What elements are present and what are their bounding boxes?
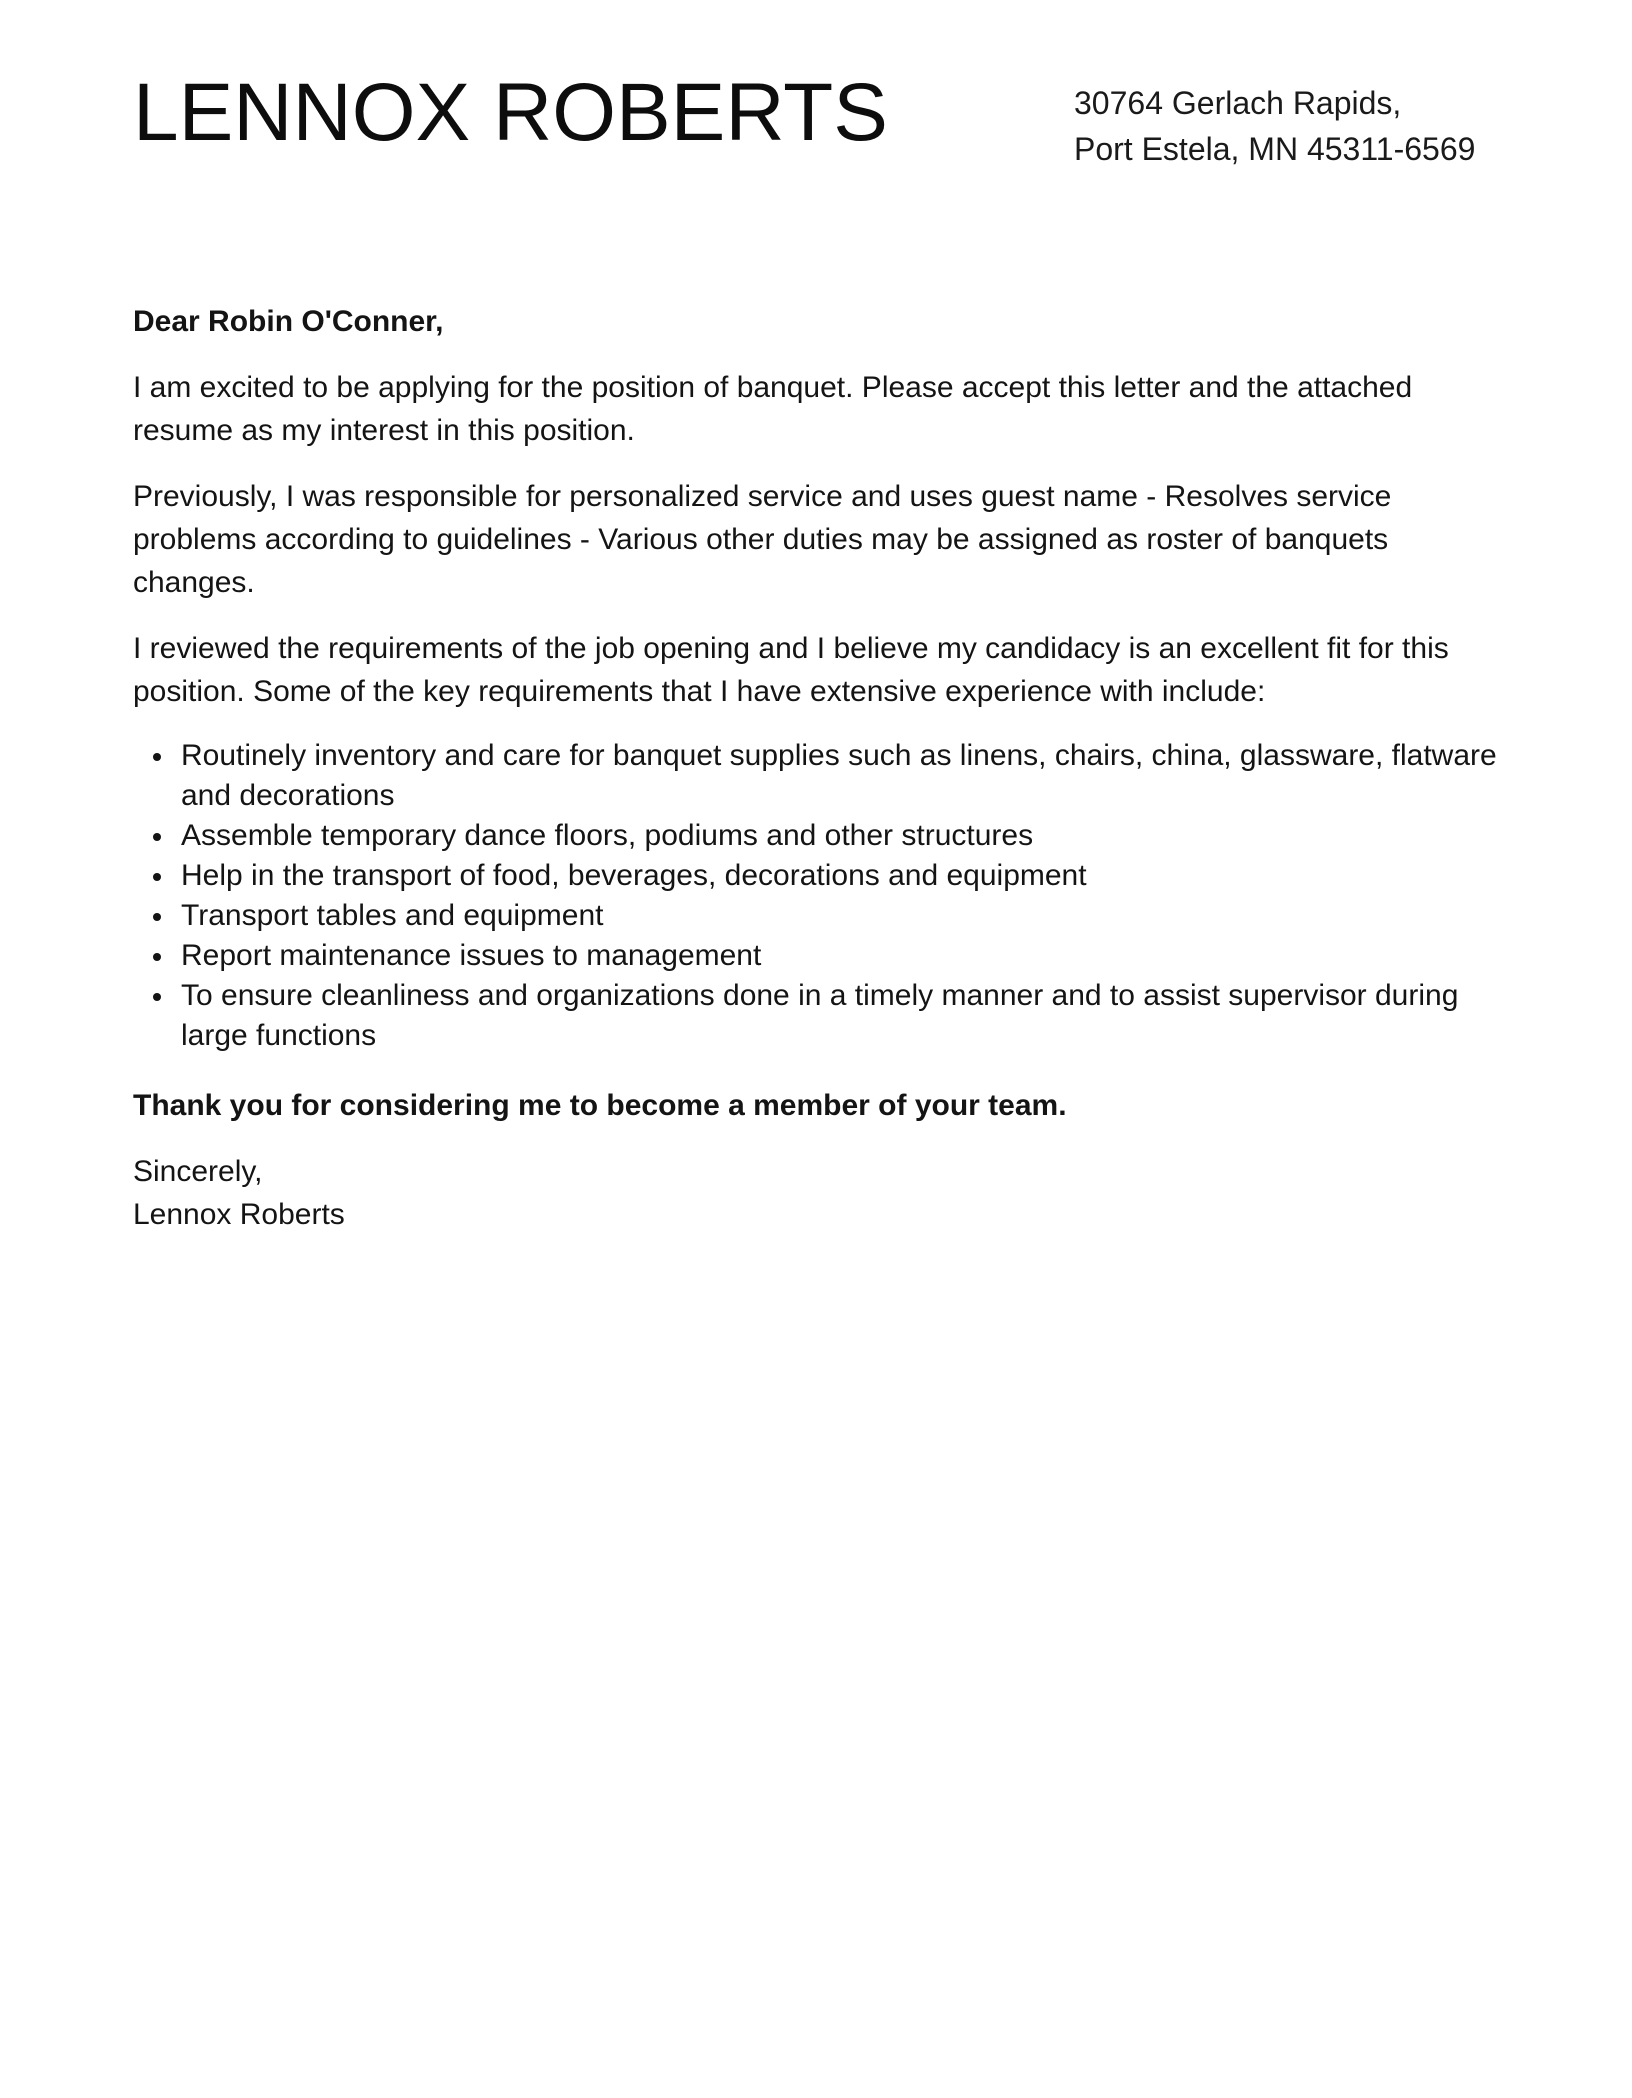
requirement-item: Assemble temporary dance floors, podiums and other structures [133,816,1503,856]
signature-name: Lennox Roberts [133,1198,345,1231]
requirement-item: Report maintenance issues to management [133,936,1503,976]
signoff: Sincerely, [133,1155,263,1188]
intro-paragraph: I am excited to be applying for the position of banquet. Please accept this letter and the attached resume as my interest in this position. [133,371,1413,447]
requirement-item: Help in the transport of food, beverages, decorations and equipment [133,856,1503,896]
address-line-1: 30764 Gerlach Rapids, [1074,85,1402,121]
salutation: Dear Robin O'Conner, [133,305,444,338]
closing-statement: Thank you for considering me to become a member of your team. [133,1089,1067,1122]
applicant-name: LENNOX ROBERTS [133,67,888,158]
signature-block [133,1150,1503,1236]
applicant-address [1074,80,1594,172]
address-line-2: Port Estela, MN 45311-6569 [1074,131,1476,167]
requirements-list [133,736,1503,1056]
experience-paragraph: Previously, I was responsible for personalized service and uses guest name - Resolves service problems according to guidelines - Various other duties may be assigned as roster of banquets changes. [133,480,1392,599]
requirement-item: Transport tables and equipment [133,896,1503,936]
letter-body [133,300,1503,1236]
requirements-paragraph: I reviewed the requirements of the job opening and I believe my candidacy is an excellent fit for this position. Some of the key requirements that I have extensive experience with include: [133,632,1449,708]
requirement-item: To ensure cleanliness and organizations done in a timely manner and to assist supervisor during large functions [133,976,1503,1056]
requirement-item: Routinely inventory and care for banquet supplies such as linens, chairs, china, glassware, flatware and decorations [133,736,1503,816]
